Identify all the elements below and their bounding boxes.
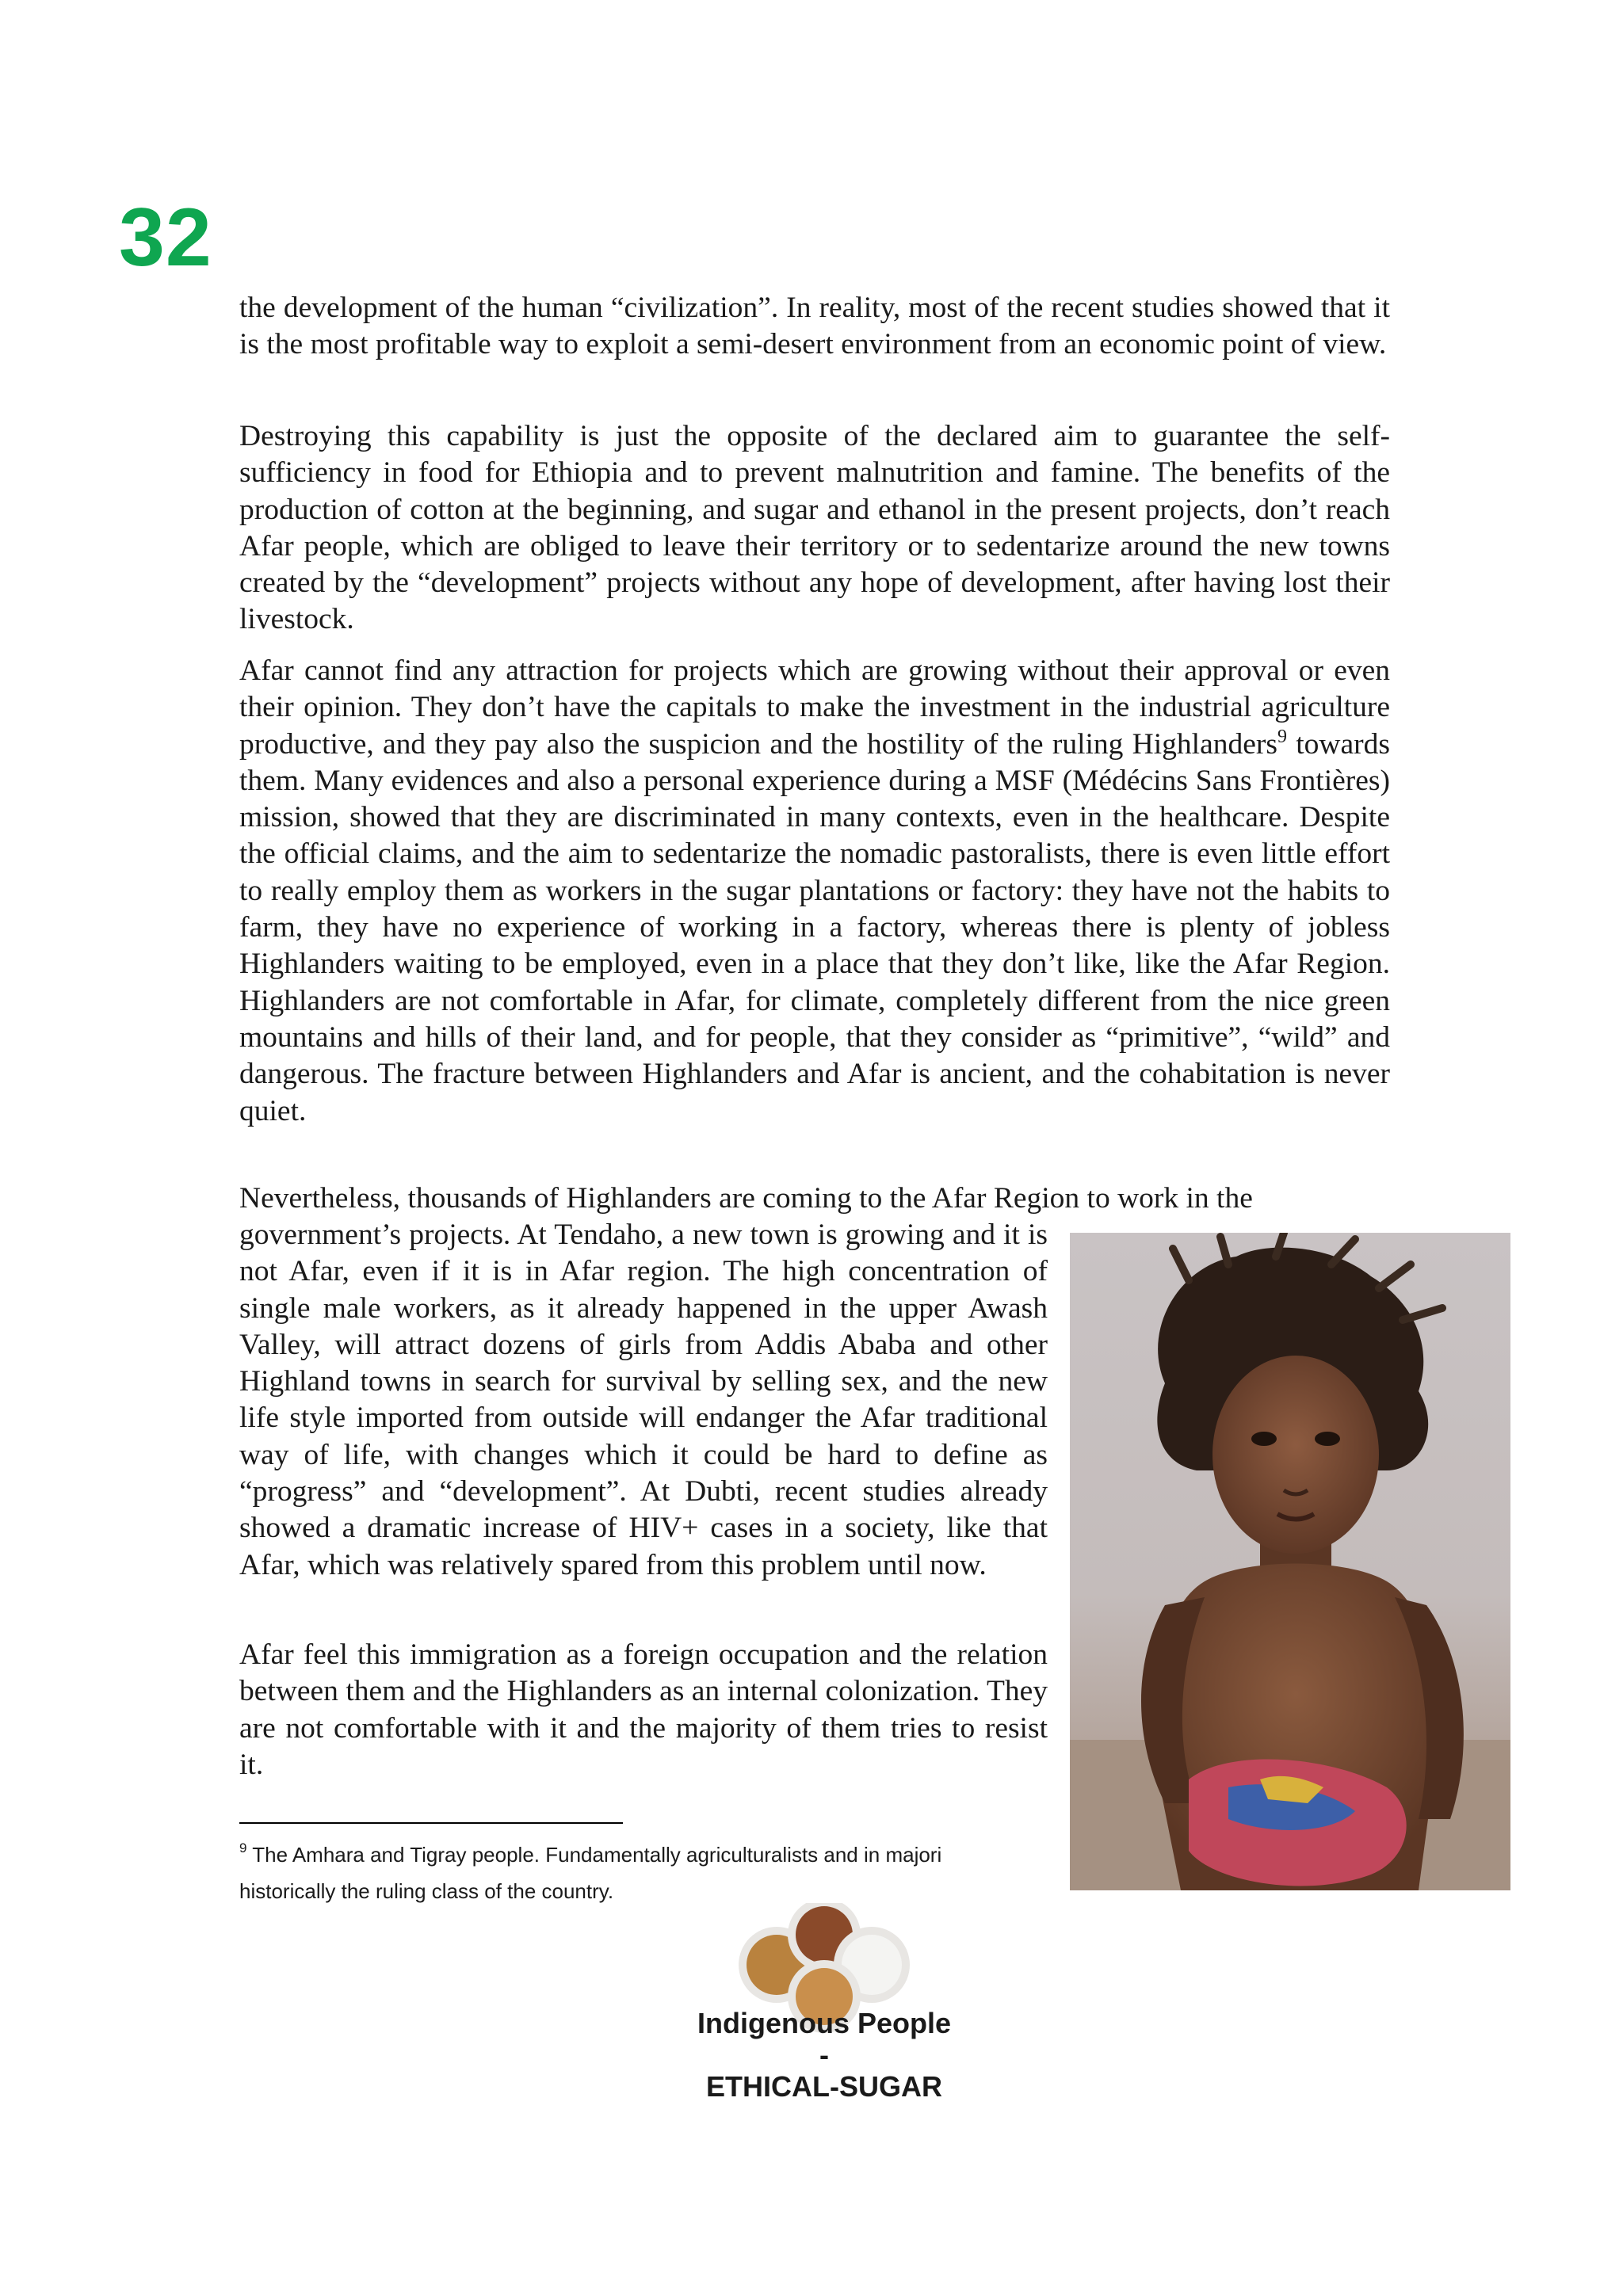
footnote-text-1: The Amhara and Tigray people. Fundamentally agriculturalists and in majori xyxy=(252,1843,942,1867)
paragraph-3 xyxy=(239,653,1390,1130)
footnote-divider xyxy=(239,1822,623,1824)
paragraph-3-part-2: towards them. Many evidences and also a personal experience during a MSF (Médécins Sans Frontières) mission, showed that they are discriminated in many contexts, even in the healthcare. Despite the official claims, and the aim to sedentarize the nomadic pastoralists, there is even little effort to really employ them as workers in the sugar plantations or factory: they have not the habits to farm, they have no experience of working in a factory, whereas there is plenty of jobless Highlanders waiting to be employed, even in a place that they don’t like, like the Afar Region. Highlanders are not comfortable in Afar, for climate, completely different from the nice green mountains and hills of their land, and for people, that they consider as “primitive”, “wild” and dangerous. The fracture between Highlanders and Afar is ancient, and the cohabitation is never quiet. xyxy=(239,727,1390,1127)
paragraph-5: Afar feel this immigration as a foreign occupation and the relation between them and the Highlanders as an internal colonization. They are not comfortable with it and the majority of them tries to resist it. xyxy=(239,1638,1048,1781)
logo-title xyxy=(602,2008,1046,2103)
footnote xyxy=(239,1836,1070,1909)
logo-line-1: Indigenous People xyxy=(697,2007,952,2039)
paragraph-4: government’s projects. At Tendaho, a new town is growing and it is not Afar, even if it is in Afar region. The high concentration of single male workers, as it already happened in the upper Awash Valley, will attract dozens of girls from Addis Ababa and other Highland towns in search for survival by selling sex, and the new life style imported from outside will endanger the Afar traditional way of life, with changes which it could be hard to define as “progress” and “development”. At Dubti, recent studies already showed a dramatic increase of HIV+ cases in a society, like that Afar, which was relatively spared from this problem until now. xyxy=(239,1219,1048,1581)
paragraph-2: Destroying this capability is just the opposite of the declared aim to guarantee the self-sufficiency in food for Ethiopia and to prevent malnutrition and famine. The benefits of the production of cotton at the beginning, and sugar and ethanol in the present projects, don’t reach Afar people, which are obliged to leave their territory or to sedentarize around the new towns created by the “development” projects without any hope of development, after having lost their livestock. xyxy=(239,420,1390,636)
afar-child-photo xyxy=(1070,1233,1510,1890)
page-number: 32 xyxy=(119,192,212,284)
footnote-text-2: historically the ruling class of the country. xyxy=(239,1879,614,1903)
footnote-line-1 xyxy=(239,1836,1070,1873)
paragraph-1: the development of the human “civilization”. In reality, most of the recent studies showed that it is the most profitable way to exploit a semi-desert environment from an economic point of view. xyxy=(239,292,1390,361)
paragraph-3-part-1: Afar cannot find any attraction for projects which are growing without their approval or even their opinion. They don’t have the capitals to make the investment in the industrial agriculture productive, and they pay also the suspicion and the hostility of the ruling Highlanders xyxy=(239,654,1390,761)
footnote-number: 9 xyxy=(239,1840,247,1855)
logo-line-2: - xyxy=(819,2039,829,2071)
logo-line-3: ETHICAL-SUGAR xyxy=(706,2070,942,2103)
paragraph-4-lead: Nevertheless, thousands of Highlanders are coming to the Afar Region to work in the xyxy=(239,1182,1253,1215)
footnote-reference[interactable]: 9 xyxy=(1277,726,1287,747)
